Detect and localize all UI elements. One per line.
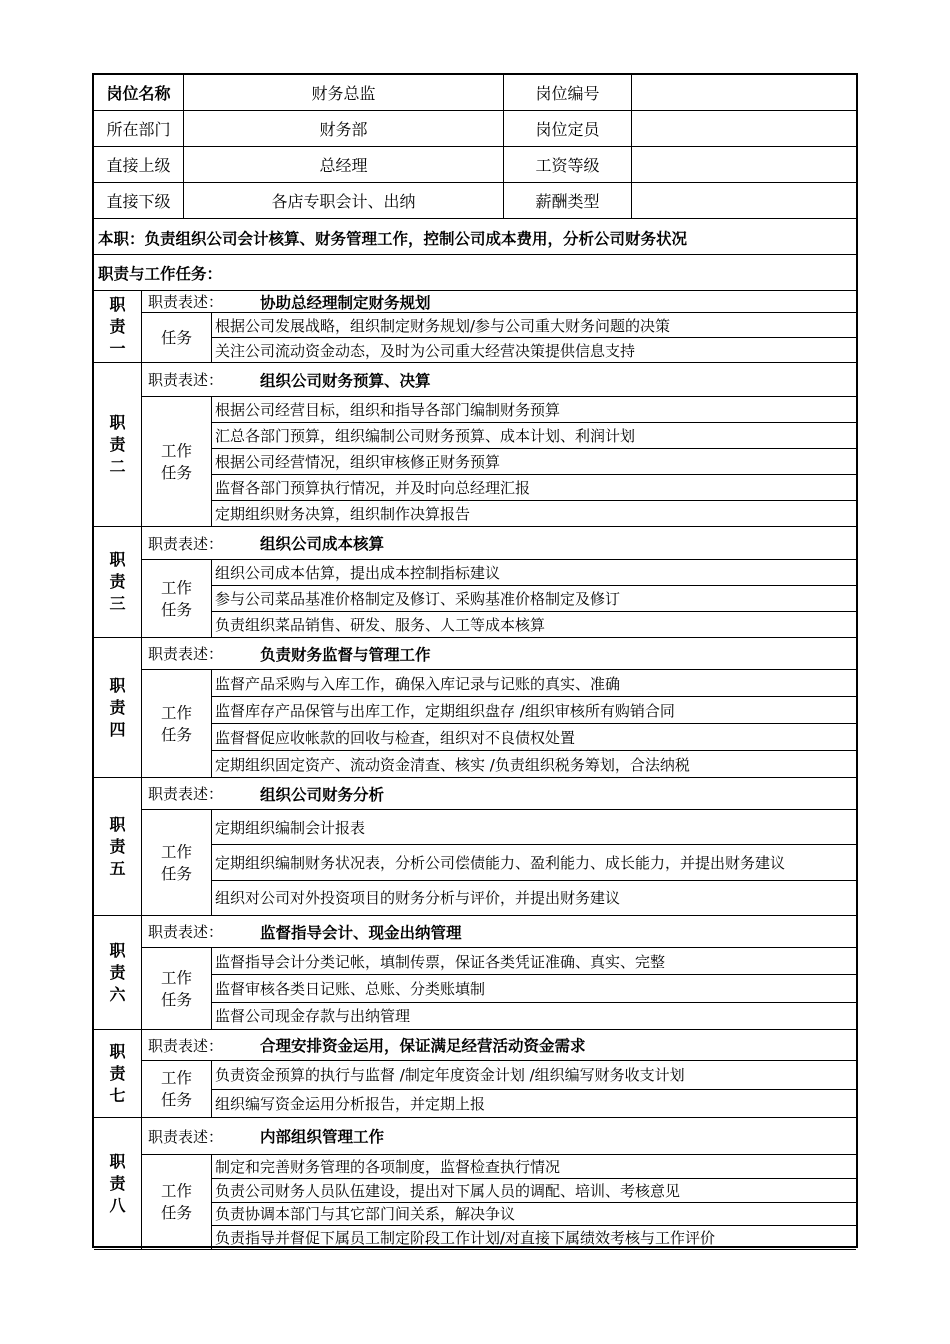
task-item: 监督各部门预算执行情况，并及时向总经理汇报	[212, 475, 856, 501]
duty-label-char: 职	[109, 412, 126, 432]
task-label	[142, 560, 212, 637]
task-group	[142, 1155, 856, 1249]
duty-label-char: 六	[109, 984, 126, 1004]
info-label: 岗位定员	[504, 111, 632, 146]
duty-content	[142, 291, 856, 362]
duty-label	[94, 1118, 142, 1249]
duty-description	[142, 363, 856, 397]
duty-label-char: 责	[109, 572, 126, 591]
duty-block	[94, 1030, 856, 1118]
duty-block	[94, 363, 856, 527]
duty-description	[142, 916, 856, 948]
duty-block	[94, 638, 856, 778]
duty-content	[142, 527, 856, 637]
duty-description	[142, 1118, 856, 1155]
task-item: 制定和完善财务管理的各项制度，监督检查执行情况	[212, 1155, 856, 1179]
task-item: 关注公司流动资金动态，及时为公司重大经营决策提供信息支持	[215, 341, 636, 360]
duty-description-label: 职责表述：	[148, 645, 224, 663]
info-row	[94, 75, 856, 111]
task-label-text: 工作任务	[160, 1182, 192, 1222]
duty-description-text: 组织公司成本核算	[260, 535, 385, 553]
duty-label-char: 责	[109, 1063, 126, 1083]
task-label	[142, 948, 212, 1029]
duty-label	[94, 291, 142, 362]
duty-label-char: 职	[109, 814, 126, 834]
task-item: 定期组织固定资产、流动资金清查、核实 /负责组织税务筹划，合法纳税	[215, 755, 690, 774]
task-group	[142, 560, 856, 637]
task-label-text: 工作任务	[160, 703, 192, 744]
task-item: 根据公司经营目标，组织和指导各部门编制财务预算	[212, 397, 856, 423]
duty-block	[94, 291, 856, 363]
duty-description-text: 内部组织管理工作	[260, 1128, 385, 1146]
duty-label-char: 责	[109, 962, 126, 982]
duty-description-label: 职责表述：	[148, 923, 224, 941]
task-list	[212, 560, 856, 637]
task-group	[142, 313, 856, 362]
task-list	[212, 810, 856, 915]
duty-label-char: 职	[109, 1151, 126, 1171]
section-title: 职责与工作任务：	[94, 255, 856, 291]
info-value	[632, 111, 856, 146]
task-item: 定期组织编制财务状况表，分析公司偿债能力、盈利能力、成长能力，并提出财务建议	[212, 845, 856, 880]
task-item: 组织对公司对外投资项目的财务分析与评价，并提出财务建议	[215, 889, 621, 908]
task-group	[142, 1061, 856, 1117]
duty-label-char: 三	[109, 594, 126, 613]
task-list	[212, 397, 856, 526]
duty-description-label: 职责表述：	[148, 1127, 224, 1146]
duty-label-char: 一	[109, 338, 126, 358]
task-label-text: 任务	[160, 328, 192, 347]
task-item: 组织公司成本估算，提出成本控制指标建议	[212, 560, 856, 586]
info-value: 各店专职会计、出纳	[184, 183, 504, 218]
duty-description-text: 组织公司财务分析	[260, 785, 385, 804]
info-label: 薪酬类型	[504, 183, 632, 218]
info-value	[632, 183, 856, 218]
info-label: 直接下级	[94, 183, 184, 218]
task-list	[212, 313, 856, 362]
task-label-text: 工作任务	[160, 578, 192, 619]
duty-label-char: 责	[109, 316, 126, 336]
task-group	[142, 670, 856, 777]
duty-description-label: 职责表述：	[148, 293, 224, 311]
duty-label-char: 职	[109, 550, 126, 569]
duty-description-text: 组织公司财务预算、决算	[260, 371, 431, 390]
duty-description	[142, 778, 856, 810]
duty-label-char: 职	[109, 940, 126, 960]
task-item: 汇总各部门预算，组织编制公司财务预算、成本计划、利润计划	[212, 423, 856, 449]
duty-label-char: 四	[109, 719, 126, 739]
task-item: 根据公司经营情况，组织审核修正财务预算	[212, 449, 856, 475]
duty-content	[142, 363, 856, 526]
task-group	[142, 397, 856, 526]
task-item: 组织编写资金运用分析报告，并定期上报	[215, 1094, 486, 1113]
duty-label	[94, 638, 142, 777]
duty-description	[142, 1030, 856, 1061]
duty-description-label: 职责表述：	[148, 371, 224, 389]
duty-description	[142, 638, 856, 670]
job-description-form	[92, 73, 858, 1248]
duty-label	[94, 363, 142, 526]
info-label: 岗位名称	[94, 75, 184, 110]
task-item: 负责协调本部门与其它部门间关系，解决争议	[212, 1203, 856, 1227]
duty-block	[94, 916, 856, 1030]
duty-label-char: 二	[109, 456, 126, 476]
info-value	[632, 147, 856, 182]
duty-label	[94, 527, 142, 637]
task-item: 监督库存产品保管与出库工作，定期组织盘存 /组织审核所有购销合同	[212, 697, 856, 724]
info-label: 工资等级	[504, 147, 632, 182]
duty-label	[94, 916, 142, 1029]
info-value	[632, 75, 856, 110]
duty-label-char: 职	[109, 1041, 126, 1061]
task-list	[212, 948, 856, 1029]
task-label	[142, 670, 212, 777]
duty-description-label: 职责表述：	[148, 534, 224, 553]
duty-label-char: 责	[109, 434, 126, 454]
duty-description-text: 协助总经理制定财务规划	[260, 293, 431, 312]
task-group	[142, 948, 856, 1029]
duty-label-char: 五	[109, 858, 126, 878]
duty-description-text: 合理安排资金运用，保证满足经营活动资金需求	[260, 1037, 586, 1055]
info-row	[94, 111, 856, 147]
duty-content	[142, 638, 856, 777]
duty-description	[142, 291, 856, 313]
task-list	[212, 1155, 856, 1249]
task-item: 监督产品采购与入库工作，确保入库记录与记账的真实、准确	[212, 670, 856, 697]
duty-block	[94, 527, 856, 638]
task-item: 负责资金预算的执行与监督 /制定年度资金计划 /组织编写财务收支计划	[212, 1061, 856, 1090]
task-label-text: 工作任务	[160, 968, 192, 1009]
task-item: 定期组织财务决算，组织制作决算报告	[215, 505, 471, 523]
task-list	[212, 670, 856, 777]
task-item: 负责指导并督促下属员工制定阶段工作计划/对直接下属绩效考核与工作评价	[215, 1229, 716, 1248]
task-item: 监督公司现金存款与出纳管理	[215, 1007, 411, 1026]
duty-block	[94, 778, 856, 916]
task-list	[212, 1061, 856, 1117]
duty-label-char: 责	[109, 1173, 126, 1193]
duty-block	[94, 1118, 856, 1250]
task-item: 参与公司菜品基准价格制定及修订、采购基准价格制定及修订	[212, 586, 856, 612]
info-value: 财务总监	[184, 75, 504, 110]
duty-label-char: 职	[109, 675, 126, 695]
duty-label	[94, 1030, 142, 1117]
task-item: 定期组织编制会计报表	[212, 810, 856, 845]
duty-description-text: 负责财务监督与管理工作	[260, 645, 431, 664]
task-label	[142, 1061, 212, 1117]
info-table	[94, 75, 856, 219]
duty-label-char: 责	[109, 836, 126, 856]
duty-description-text: 监督指导会计、现金出纳管理	[260, 923, 462, 942]
info-value: 总经理	[184, 147, 504, 182]
task-group	[142, 810, 856, 915]
info-row	[94, 147, 856, 183]
main-duty: 本职：负责组织公司会计核算、财务管理工作，控制公司成本费用，分析公司财务状况	[94, 221, 856, 255]
task-item: 根据公司发展战略，组织制定财务规划/参与公司重大财务问题的决策	[212, 313, 856, 338]
duty-content	[142, 916, 856, 1029]
task-label-text: 工作任务	[160, 842, 192, 883]
task-item: 负责组织菜品销售、研发、服务、人工等成本核算	[215, 616, 546, 634]
task-label	[142, 313, 212, 362]
duty-label-char: 职	[109, 294, 126, 314]
duty-content	[142, 778, 856, 915]
duty-label-char: 八	[109, 1195, 126, 1215]
duty-label	[94, 778, 142, 915]
task-item: 负责公司财务人员队伍建设，提出对下属人员的调配、培训、考核意见	[212, 1179, 856, 1203]
task-item: 监督审核各类日记账、总账、分类账填制	[212, 975, 856, 1002]
duty-description-label: 职责表述：	[148, 1036, 224, 1055]
duty-label-char: 七	[109, 1085, 126, 1105]
info-label: 所在部门	[94, 111, 184, 146]
info-row	[94, 183, 856, 219]
info-value: 财务部	[184, 111, 504, 146]
task-item: 监督督促应收帐款的回收与检查，组织对不良债权处置	[212, 724, 856, 751]
duty-description-label: 职责表述：	[148, 785, 224, 803]
task-label	[142, 397, 212, 526]
info-label: 岗位编号	[504, 75, 632, 110]
task-label-text: 工作任务	[160, 1069, 192, 1109]
task-label-text: 工作任务	[160, 441, 192, 482]
duty-description	[142, 527, 856, 560]
duty-label-char: 责	[109, 697, 126, 717]
task-item: 监督指导会计分类记帐，填制传票，保证各类凭证准确、真实、完整	[212, 948, 856, 975]
info-label: 直接上级	[94, 147, 184, 182]
duty-content	[142, 1030, 856, 1117]
duty-content	[142, 1118, 856, 1249]
task-label	[142, 810, 212, 915]
task-label	[142, 1155, 212, 1249]
